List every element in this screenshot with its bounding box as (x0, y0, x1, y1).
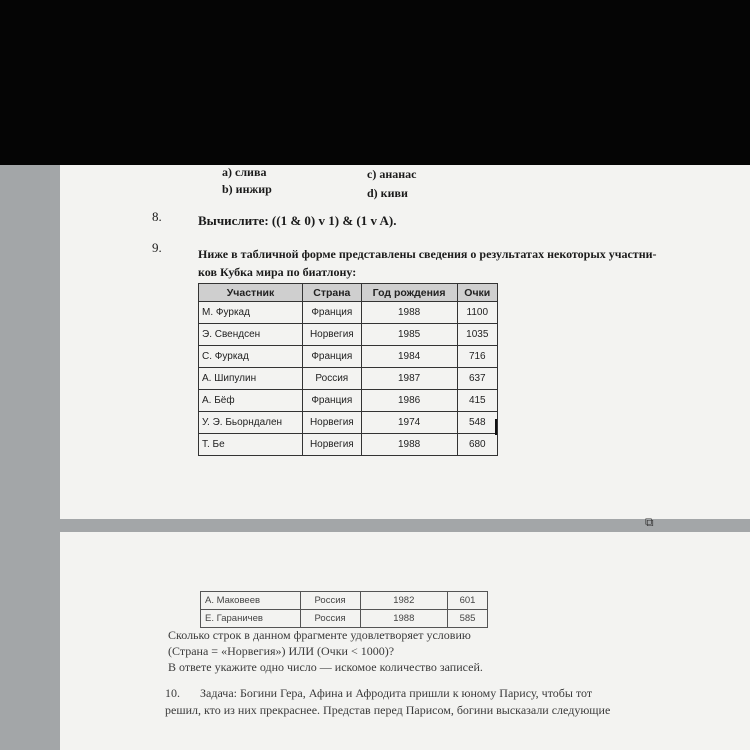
question-10-line2: решил, кто из них прекраснее. Представ перед Парисом, богини высказали следующие (165, 703, 611, 717)
cell-country: Норвегия (303, 412, 362, 434)
cell-points: 716 (457, 346, 497, 368)
table-row (199, 324, 498, 346)
cell-country: Франция (303, 346, 362, 368)
resize-handle-icon[interactable]: ⧉ (645, 515, 654, 529)
cell-birth-year: 1984 (361, 346, 457, 368)
cell-country: Франция (303, 390, 362, 412)
header-points: Очки (457, 284, 497, 302)
cell-participant: Е. Гараничев (201, 610, 301, 628)
question-10-line1: Задача: Богини Гера, Афина и Афродита пришли к юному Парису, чтобы тот (200, 686, 593, 700)
cell-points: 601 (448, 592, 488, 610)
cell-country: Норвегия (303, 324, 362, 346)
cell-birth-year: 1988 (360, 610, 448, 628)
cell-participant: С. Фуркад (199, 346, 303, 368)
cell-country: Россия (300, 610, 360, 628)
cell-birth-year: 1988 (361, 302, 457, 324)
table-header-row (199, 284, 498, 302)
cell-birth-year: 1974 (361, 412, 457, 434)
cell-birth-year: 1986 (361, 390, 457, 412)
cell-country: Россия (300, 592, 360, 610)
cell-participant: Т. Бе (199, 434, 303, 456)
table-row (199, 346, 498, 368)
answer-option-a: a) слива (222, 165, 267, 179)
header-birth-year: Год рождения (361, 284, 457, 302)
question-9-number: 9. (152, 240, 162, 255)
continued-table (200, 591, 488, 628)
table-row (199, 412, 498, 434)
text-cursor (495, 419, 497, 435)
table-row (201, 610, 488, 628)
cell-points: 637 (457, 368, 497, 390)
question-8-number: 8. (152, 209, 162, 224)
cell-birth-year: 1985 (361, 324, 457, 346)
question-9-line1: Ниже в табличной форме представлены сведения о результатах некоторых участни- (198, 247, 657, 261)
cell-participant: М. Фуркад (199, 302, 303, 324)
cell-points: 585 (448, 610, 488, 628)
table-row (199, 302, 498, 324)
cell-country: Россия (303, 368, 362, 390)
cell-country: Франция (303, 302, 362, 324)
table-row (201, 592, 488, 610)
question-text-line1: Сколько строк в данном фрагменте удовлетворяет условию (168, 628, 471, 642)
cell-points: 415 (457, 390, 497, 412)
cell-country: Норвегия (303, 434, 362, 456)
cell-participant: У. Э. Бьорндален (199, 412, 303, 434)
cell-participant: Э. Свендсен (199, 324, 303, 346)
cell-points: 548 (457, 412, 497, 434)
cell-participant: А. Шипулин (199, 368, 303, 390)
cell-participant: А. Маковеев (201, 592, 301, 610)
answer-option-c: c) ананас (367, 167, 417, 181)
cell-points: 1035 (457, 324, 497, 346)
cell-points: 1100 (457, 302, 497, 324)
header-country: Страна (303, 284, 362, 302)
table-row (199, 368, 498, 390)
cell-birth-year: 1988 (361, 434, 457, 456)
question-10-number: 10. (165, 686, 180, 700)
answer-option-b: b) инжир (222, 182, 272, 196)
question-9-line2: ков Кубка мира по биатлону: (198, 265, 357, 279)
answer-option-d: d) киви (367, 186, 408, 200)
table-row (199, 434, 498, 456)
cell-participant: А. Бёф (199, 390, 303, 412)
question-text-line3: В ответе укажите одно число — искомое количество записей. (168, 660, 483, 674)
biathlon-results-table (198, 283, 498, 456)
table-row (199, 390, 498, 412)
cell-birth-year: 1982 (360, 592, 448, 610)
question-8-text: Вычислите: ((1 & 0) v 1) & (1 v A). (198, 213, 397, 228)
header-participant: Участник (199, 284, 303, 302)
question-text-line2: (Страна = «Норвегия») ИЛИ (Очки < 1000)? (168, 644, 395, 658)
cell-birth-year: 1987 (361, 368, 457, 390)
cell-points: 680 (457, 434, 497, 456)
